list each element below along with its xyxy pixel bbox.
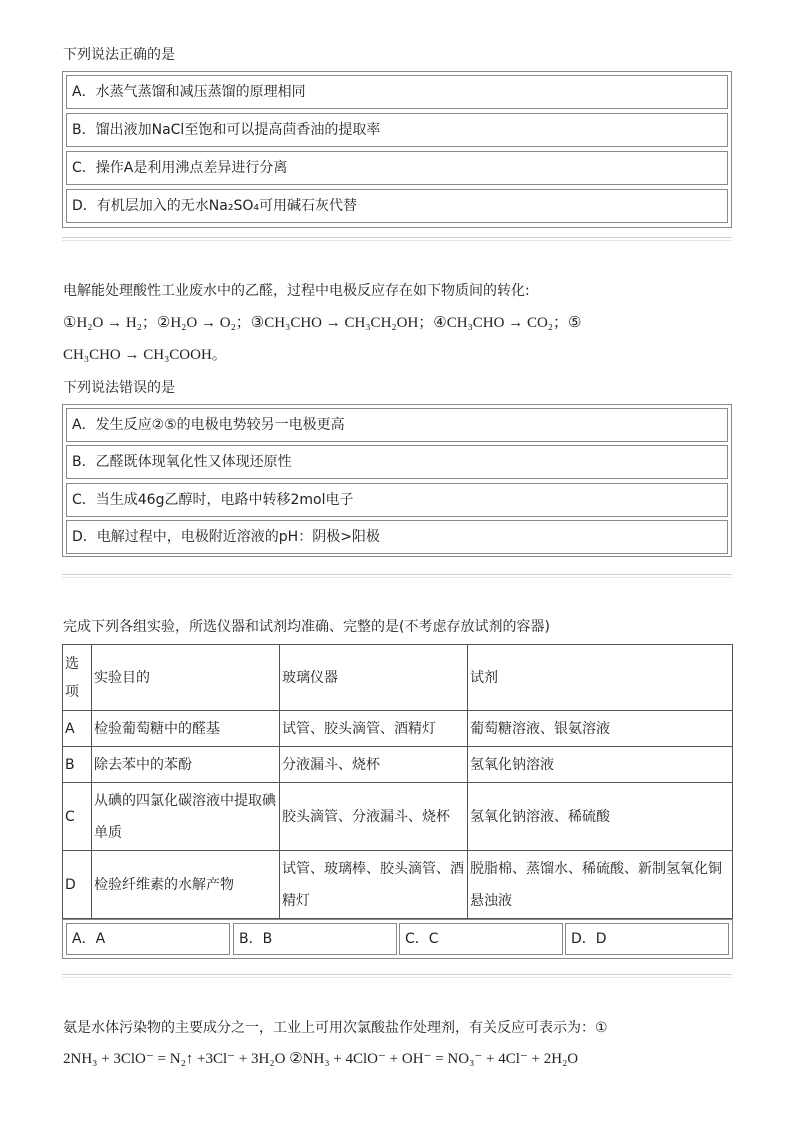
q2-option-a[interactable]: A．发生反应②⑤的电极电势较另一电极更高: [66, 408, 728, 442]
table-header-row: [63, 645, 733, 711]
q3-answer-options: [62, 919, 733, 959]
divider: [62, 240, 732, 241]
q2-reactions-line1: ①H₂O → H₂；②H₂O → O₂；③CH₃CHO → CH₃CH₂OH；④CH₃CHO → CO₂；⑤: [63, 315, 582, 331]
header-cell: 玻璃仪器: [280, 645, 468, 711]
table-cell: 分液漏斗、烧杯: [280, 747, 468, 783]
table-cell: 胶头滴管、分液漏斗、烧杯: [280, 783, 468, 851]
header-cell: 选项: [63, 645, 92, 711]
table-cell: B: [63, 747, 92, 783]
table-cell: 氢氧化钠溶液、稀硫酸: [468, 783, 733, 851]
q1-stem: 下列说法正确的是: [63, 47, 175, 63]
q3-stem: 完成下列各组实验，所选仪器和试剂均准确、完整的是(不考虑存放试剂的容器): [63, 619, 550, 635]
table-cell: 脱脂棉、蒸馏水、稀硫酸、新制氢氧化铜悬浊液: [468, 851, 733, 919]
table-cell: A: [63, 711, 92, 747]
divider: [62, 977, 732, 978]
table-cell: C: [63, 783, 92, 851]
q2-option-b[interactable]: B．乙醛既体现氧化性又体现还原性: [66, 445, 728, 479]
table-cell: 试管、玻璃棒、胶头滴管、酒精灯: [280, 851, 468, 919]
q3-answer-a[interactable]: A．A: [66, 923, 230, 955]
table-cell: 氢氧化钠溶液: [468, 747, 733, 783]
q1-option-d[interactable]: D．有机层加入的无水Na₂SO₄可用碱石灰代替: [66, 189, 728, 223]
q3-answer-c[interactable]: C．C: [399, 923, 563, 955]
q3-answer-b[interactable]: B．B: [233, 923, 397, 955]
q3-table: [62, 644, 733, 919]
table-cell: 检验葡萄糖中的醛基: [92, 711, 280, 747]
q1-option-a[interactable]: A．水蒸气蒸馏和减压蒸馏的原理相同: [66, 75, 728, 109]
q2-options: [62, 404, 732, 557]
table-row: [63, 783, 733, 851]
table-cell: D: [63, 851, 92, 919]
divider: [62, 237, 732, 238]
table-cell: 葡萄糖溶液、银氨溶液: [468, 711, 733, 747]
q2-intro: 电解能处理酸性工业废水中的乙醛，过程中电极反应存在如下物质间的转化:: [63, 283, 530, 299]
table-cell: 试管、胶头滴管、酒精灯: [280, 711, 468, 747]
q1-options: [62, 71, 732, 228]
table-cell: 除去苯中的苯酚: [92, 747, 280, 783]
divider: [62, 577, 732, 578]
q1-option-b[interactable]: B．馏出液加NaCl至饱和可以提高茴香油的提取率: [66, 113, 728, 147]
table-row: [63, 851, 733, 919]
q4-intro: 氨是水体污染物的主要成分之一，工业上可用次氯酸盐作处理剂，有关反应可表示为：①: [63, 1020, 608, 1036]
divider: [62, 574, 732, 575]
header-cell: 试剂: [468, 645, 733, 711]
q4-reactions: 2NH₃ + 3ClO⁻ = N₂↑ +3Cl⁻ + 3H₂O ②NH₃ + 4ClO⁻ + OH⁻ = NO₃⁻ + 4Cl⁻ + 2H₂O: [63, 1051, 579, 1067]
table-row: [63, 747, 733, 783]
q2-option-c[interactable]: C．当生成46g乙醇时，电路中转移2mol电子: [66, 483, 728, 517]
q2-reactions-line2: CH₃CHO → CH₃COOH。: [63, 347, 227, 363]
q3-answer-d[interactable]: D．D: [565, 923, 729, 955]
table-cell: 从碘的四氯化碳溶液中提取碘单质: [92, 783, 280, 851]
divider: [62, 974, 732, 975]
q1-option-c[interactable]: C．操作A是利用沸点差异进行分离: [66, 151, 728, 185]
q2-option-d[interactable]: D．电解过程中，电极附近溶液的pH：阴极>阳极: [66, 520, 728, 554]
header-cell: 实验目的: [92, 645, 280, 711]
table-cell: 检验纤维素的水解产物: [92, 851, 280, 919]
q2-stem: 下列说法错误的是: [63, 380, 175, 396]
table-row: [63, 711, 733, 747]
